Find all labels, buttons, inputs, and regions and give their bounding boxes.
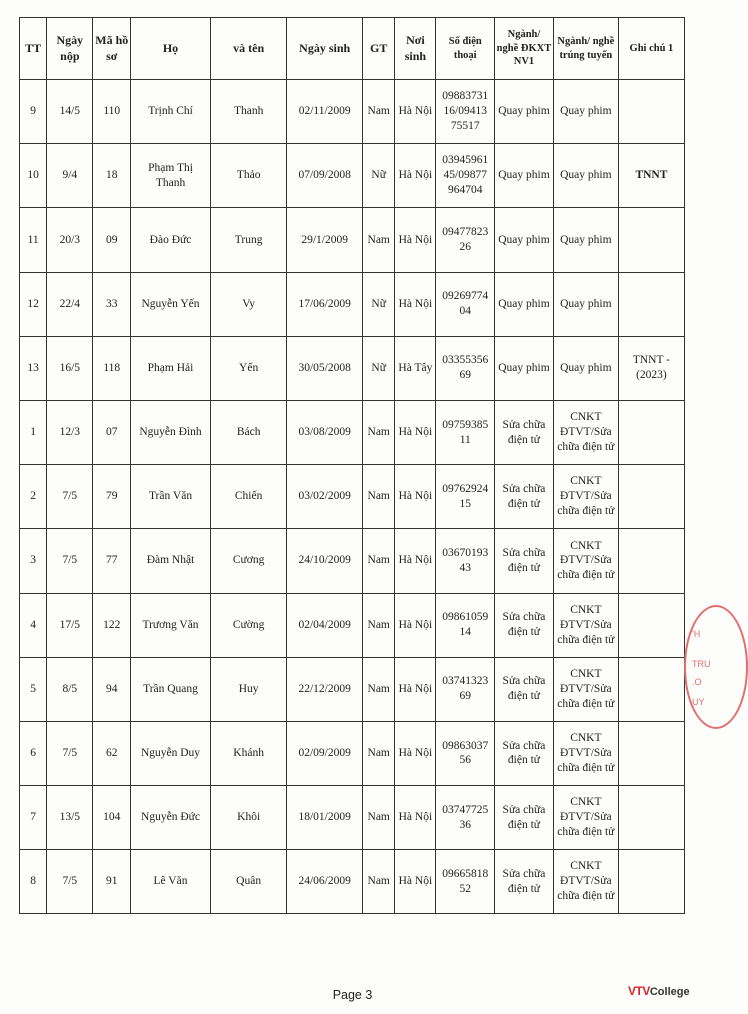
- cell-ho: Lê Văn: [131, 850, 211, 914]
- cell-ngay-nop: 7/5: [47, 721, 93, 785]
- table-row: [20, 529, 685, 593]
- cell-so-dien-thoai: 09861059 14: [436, 593, 495, 657]
- cell-ngay-nop: 7/5: [47, 529, 93, 593]
- cell-tt: 2: [20, 465, 47, 529]
- cell-ho: Nguyễn Yến: [131, 272, 211, 336]
- cell-ho: Đào Đức: [131, 208, 211, 272]
- cell-ho: Trương Văn: [131, 593, 211, 657]
- cell-ghi-chu: [618, 272, 684, 336]
- cell-so-dien-thoai: 03355356 69: [436, 336, 495, 400]
- cell-ghi-chu: [618, 593, 684, 657]
- cell-nganh-trung-tuyen: Quay phim: [553, 208, 618, 272]
- table-row: [20, 400, 685, 464]
- cell-ghi-chu: TNNT - (2023): [618, 336, 684, 400]
- cell-tt: 7: [20, 786, 47, 850]
- cell-ngay-sinh: 22/12/2009: [287, 657, 363, 721]
- cell-gt: Nữ: [362, 272, 395, 336]
- cell-nganh-trung-tuyen: CNKT ĐTVT/Sửa chữa điện tử: [553, 786, 618, 850]
- cell-noi-sinh: Hà Nội: [395, 850, 436, 914]
- cell-noi-sinh: Hà Nội: [395, 657, 436, 721]
- cell-ngay-sinh: 24/06/2009: [287, 850, 363, 914]
- header-so-dien-thoai: Số điện thoại: [436, 18, 495, 80]
- cell-ten: Bách: [210, 400, 287, 464]
- cell-nganh-dkxt: Quay phim: [495, 336, 554, 400]
- table-row: [20, 465, 685, 529]
- table-row: [20, 850, 685, 914]
- cell-nganh-dkxt: Quay phim: [495, 144, 554, 208]
- cell-nganh-trung-tuyen: CNKT ĐTVT/Sửa chữa điện tử: [553, 400, 618, 464]
- table-row: [20, 593, 685, 657]
- cell-ten: Thảo: [210, 144, 287, 208]
- vtv-college-logo: [628, 984, 690, 998]
- cell-gt: Nam: [362, 529, 395, 593]
- cell-noi-sinh: Hà Tây: [395, 336, 436, 400]
- cell-so-dien-thoai: 09665818 52: [436, 850, 495, 914]
- cell-ngay-sinh: 03/02/2009: [287, 465, 363, 529]
- cell-gt: Nữ: [362, 336, 395, 400]
- cell-ghi-chu: [618, 208, 684, 272]
- cell-so-dien-thoai: 09477823 26: [436, 208, 495, 272]
- cell-gt: Nữ: [362, 144, 395, 208]
- header-ghi-chu: Ghi chú 1: [618, 18, 684, 80]
- cell-nganh-trung-tuyen: Quay phim: [553, 144, 618, 208]
- cell-tt: 10: [20, 144, 47, 208]
- cell-ma-ho-so: 33: [93, 272, 131, 336]
- cell-ghi-chu: [618, 529, 684, 593]
- cell-so-dien-thoai: 09269774 04: [436, 272, 495, 336]
- cell-ma-ho-so: 94: [93, 657, 131, 721]
- cell-nganh-trung-tuyen: CNKT ĐTVT/Sửa chữa điện tử: [553, 657, 618, 721]
- cell-nganh-trung-tuyen: Quay phim: [553, 80, 618, 144]
- cell-ho: Phạm Thị Thanh: [131, 144, 211, 208]
- header-ma-ho-so: Mã hồ sơ: [93, 18, 131, 80]
- cell-nganh-dkxt: Quay phim: [495, 208, 554, 272]
- cell-nganh-trung-tuyen: CNKT ĐTVT/Sửa chữa điện tử: [553, 850, 618, 914]
- logo-text: College: [649, 986, 690, 998]
- cell-ghi-chu: [618, 850, 684, 914]
- admission-table: [19, 17, 685, 914]
- table-header-row: [20, 18, 685, 80]
- cell-so-dien-thoai: 09883731 16/09413 75517: [436, 80, 495, 144]
- cell-ma-ho-so: 18: [93, 144, 131, 208]
- cell-so-dien-thoai: 03741323 69: [436, 657, 495, 721]
- cell-ten: Chiến: [210, 465, 287, 529]
- logo-mark: VTV: [628, 984, 650, 998]
- cell-ho: Nguyễn Đức: [131, 786, 211, 850]
- cell-ma-ho-so: 62: [93, 721, 131, 785]
- cell-ghi-chu: [618, 657, 684, 721]
- table-row: [20, 657, 685, 721]
- cell-nganh-dkxt: Sửa chữa điện tử: [495, 593, 554, 657]
- cell-nganh-dkxt: Sửa chữa điện tử: [495, 657, 554, 721]
- table-row: [20, 721, 685, 785]
- cell-ma-ho-so: 07: [93, 400, 131, 464]
- cell-ngay-sinh: 30/05/2008: [287, 336, 363, 400]
- header-ngay-sinh: Ngày sinh: [287, 18, 363, 80]
- cell-ho: Trịnh Chí: [131, 80, 211, 144]
- cell-ngay-sinh: 17/06/2009: [287, 272, 363, 336]
- cell-so-dien-thoai: 03945961 45/09877 964704: [436, 144, 495, 208]
- cell-ngay-sinh: 02/09/2009: [287, 721, 363, 785]
- header-nganh-dkxt: Ngành/ nghề ĐKXT NV1: [495, 18, 554, 80]
- cell-ngay-sinh: 24/10/2009: [287, 529, 363, 593]
- cell-ma-ho-so: 118: [93, 336, 131, 400]
- cell-nganh-dkxt: Sửa chữa điện tử: [495, 400, 554, 464]
- cell-ghi-chu: [618, 80, 684, 144]
- document-page: [19, 17, 685, 914]
- cell-gt: Nam: [362, 786, 395, 850]
- table-row: [20, 336, 685, 400]
- cell-ngay-sinh: 18/01/2009: [287, 786, 363, 850]
- cell-tt: 13: [20, 336, 47, 400]
- cell-ho: Đàm Nhật: [131, 529, 211, 593]
- cell-gt: Nam: [362, 850, 395, 914]
- table-row: [20, 208, 685, 272]
- cell-ngay-nop: 17/5: [47, 593, 93, 657]
- cell-noi-sinh: Hà Nội: [395, 721, 436, 785]
- cell-nganh-trung-tuyen: Quay phim: [553, 336, 618, 400]
- cell-ngay-nop: 20/3: [47, 208, 93, 272]
- cell-ngay-nop: 7/5: [47, 850, 93, 914]
- cell-nganh-dkxt: Quay phim: [495, 80, 554, 144]
- cell-noi-sinh: Hà Nội: [395, 80, 436, 144]
- cell-ten: Khôi: [210, 786, 287, 850]
- cell-ngay-nop: 8/5: [47, 657, 93, 721]
- cell-nganh-dkxt: Quay phim: [495, 272, 554, 336]
- cell-ghi-chu: [618, 400, 684, 464]
- cell-so-dien-thoai: 03670193 43: [436, 529, 495, 593]
- cell-noi-sinh: Hà Nội: [395, 786, 436, 850]
- cell-ma-ho-so: 110: [93, 80, 131, 144]
- cell-ngay-sinh: 29/1/2009: [287, 208, 363, 272]
- cell-gt: Nam: [362, 593, 395, 657]
- cell-ma-ho-so: 77: [93, 529, 131, 593]
- cell-ngay-nop: 14/5: [47, 80, 93, 144]
- cell-ngay-nop: 9/4: [47, 144, 93, 208]
- cell-ngay-nop: 13/5: [47, 786, 93, 850]
- cell-noi-sinh: Hà Nội: [395, 144, 436, 208]
- cell-ten: Thanh: [210, 80, 287, 144]
- cell-ten: Vy: [210, 272, 287, 336]
- cell-ngay-nop: 12/3: [47, 400, 93, 464]
- cell-nganh-trung-tuyen: CNKT ĐTVT/Sửa chữa điện tử: [553, 721, 618, 785]
- cell-noi-sinh: Hà Nội: [395, 593, 436, 657]
- cell-ngay-nop: 7/5: [47, 465, 93, 529]
- cell-nganh-trung-tuyen: CNKT ĐTVT/Sửa chữa điện tử: [553, 593, 618, 657]
- cell-tt: 5: [20, 657, 47, 721]
- header-ngay-nop: Ngày nộp: [47, 18, 93, 80]
- cell-nganh-dkxt: Sửa chữa điện tử: [495, 465, 554, 529]
- cell-tt: 8: [20, 850, 47, 914]
- cell-noi-sinh: Hà Nội: [395, 272, 436, 336]
- cell-ma-ho-so: 122: [93, 593, 131, 657]
- cell-noi-sinh: Hà Nội: [395, 465, 436, 529]
- cell-gt: Nam: [362, 657, 395, 721]
- cell-ten: Cương: [210, 529, 287, 593]
- cell-noi-sinh: Hà Nội: [395, 208, 436, 272]
- cell-nganh-dkxt: Sửa chữa điện tử: [495, 786, 554, 850]
- header-tt: TT: [20, 18, 47, 80]
- cell-tt: 1: [20, 400, 47, 464]
- cell-ngay-sinh: 07/09/2008: [287, 144, 363, 208]
- header-noi-sinh: Nơi sinh: [395, 18, 436, 80]
- cell-gt: Nam: [362, 400, 395, 464]
- cell-so-dien-thoai: 03747725 36: [436, 786, 495, 850]
- cell-so-dien-thoai: 09762924 15: [436, 465, 495, 529]
- cell-ho: Phạm Hải: [131, 336, 211, 400]
- page-number: Page 3: [332, 988, 373, 1002]
- cell-ngay-sinh: 03/08/2009: [287, 400, 363, 464]
- cell-tt: 12: [20, 272, 47, 336]
- cell-nganh-dkxt: Sửa chữa điện tử: [495, 721, 554, 785]
- header-nganh-trung-tuyen: Ngành/ nghề trúng tuyển: [553, 18, 618, 80]
- cell-gt: Nam: [362, 208, 395, 272]
- cell-so-dien-thoai: 09759385 11: [436, 400, 495, 464]
- header-gt: GT: [362, 18, 395, 80]
- cell-nganh-dkxt: Sửa chữa điện tử: [495, 529, 554, 593]
- cell-tt: 3: [20, 529, 47, 593]
- cell-nganh-trung-tuyen: CNKT ĐTVT/Sửa chữa điện tử: [553, 465, 618, 529]
- cell-ghi-chu: [618, 465, 684, 529]
- cell-ho: Trần Văn: [131, 465, 211, 529]
- cell-ngay-nop: 22/4: [47, 272, 93, 336]
- cell-ten: Cường: [210, 593, 287, 657]
- cell-nganh-trung-tuyen: CNKT ĐTVT/Sửa chữa điện tử: [553, 529, 618, 593]
- cell-ngay-nop: 16/5: [47, 336, 93, 400]
- cell-ma-ho-so: 104: [93, 786, 131, 850]
- cell-ho: Nguyễn Duy: [131, 721, 211, 785]
- cell-ten: Trung: [210, 208, 287, 272]
- cell-nganh-trung-tuyen: Quay phim: [553, 272, 618, 336]
- cell-tt: 4: [20, 593, 47, 657]
- cell-gt: Nam: [362, 80, 395, 144]
- cell-ngay-sinh: 02/04/2009: [287, 593, 363, 657]
- table-row: [20, 144, 685, 208]
- cell-ghi-chu: [618, 721, 684, 785]
- cell-tt: 6: [20, 721, 47, 785]
- cell-noi-sinh: Hà Nội: [395, 529, 436, 593]
- cell-ho: Trần Quang: [131, 657, 211, 721]
- cell-ma-ho-so: 91: [93, 850, 131, 914]
- table-row: [20, 786, 685, 850]
- table-row: [20, 80, 685, 144]
- cell-ten: Huy: [210, 657, 287, 721]
- cell-tt: 11: [20, 208, 47, 272]
- cell-ten: Yến: [210, 336, 287, 400]
- cell-ngay-sinh: 02/11/2009: [287, 80, 363, 144]
- header-va-ten: và tên: [210, 18, 287, 80]
- cell-noi-sinh: Hà Nội: [395, 400, 436, 464]
- cell-nganh-dkxt: Sửa chữa điện tử: [495, 850, 554, 914]
- cell-ghi-chu: TNNT: [618, 144, 684, 208]
- table-row: [20, 272, 685, 336]
- table-body: [20, 80, 685, 914]
- cell-so-dien-thoai: 09863037 56: [436, 721, 495, 785]
- cell-gt: Nam: [362, 465, 395, 529]
- cell-ten: Khánh: [210, 721, 287, 785]
- cell-ten: Quân: [210, 850, 287, 914]
- cell-ma-ho-so: 79: [93, 465, 131, 529]
- red-stamp-seal: 'H TRU .O UY: [684, 605, 748, 729]
- cell-ho: Nguyễn Đình: [131, 400, 211, 464]
- cell-tt: 9: [20, 80, 47, 144]
- cell-gt: Nam: [362, 721, 395, 785]
- cell-ma-ho-so: 09: [93, 208, 131, 272]
- header-ho: Họ: [131, 18, 211, 80]
- cell-ghi-chu: [618, 786, 684, 850]
